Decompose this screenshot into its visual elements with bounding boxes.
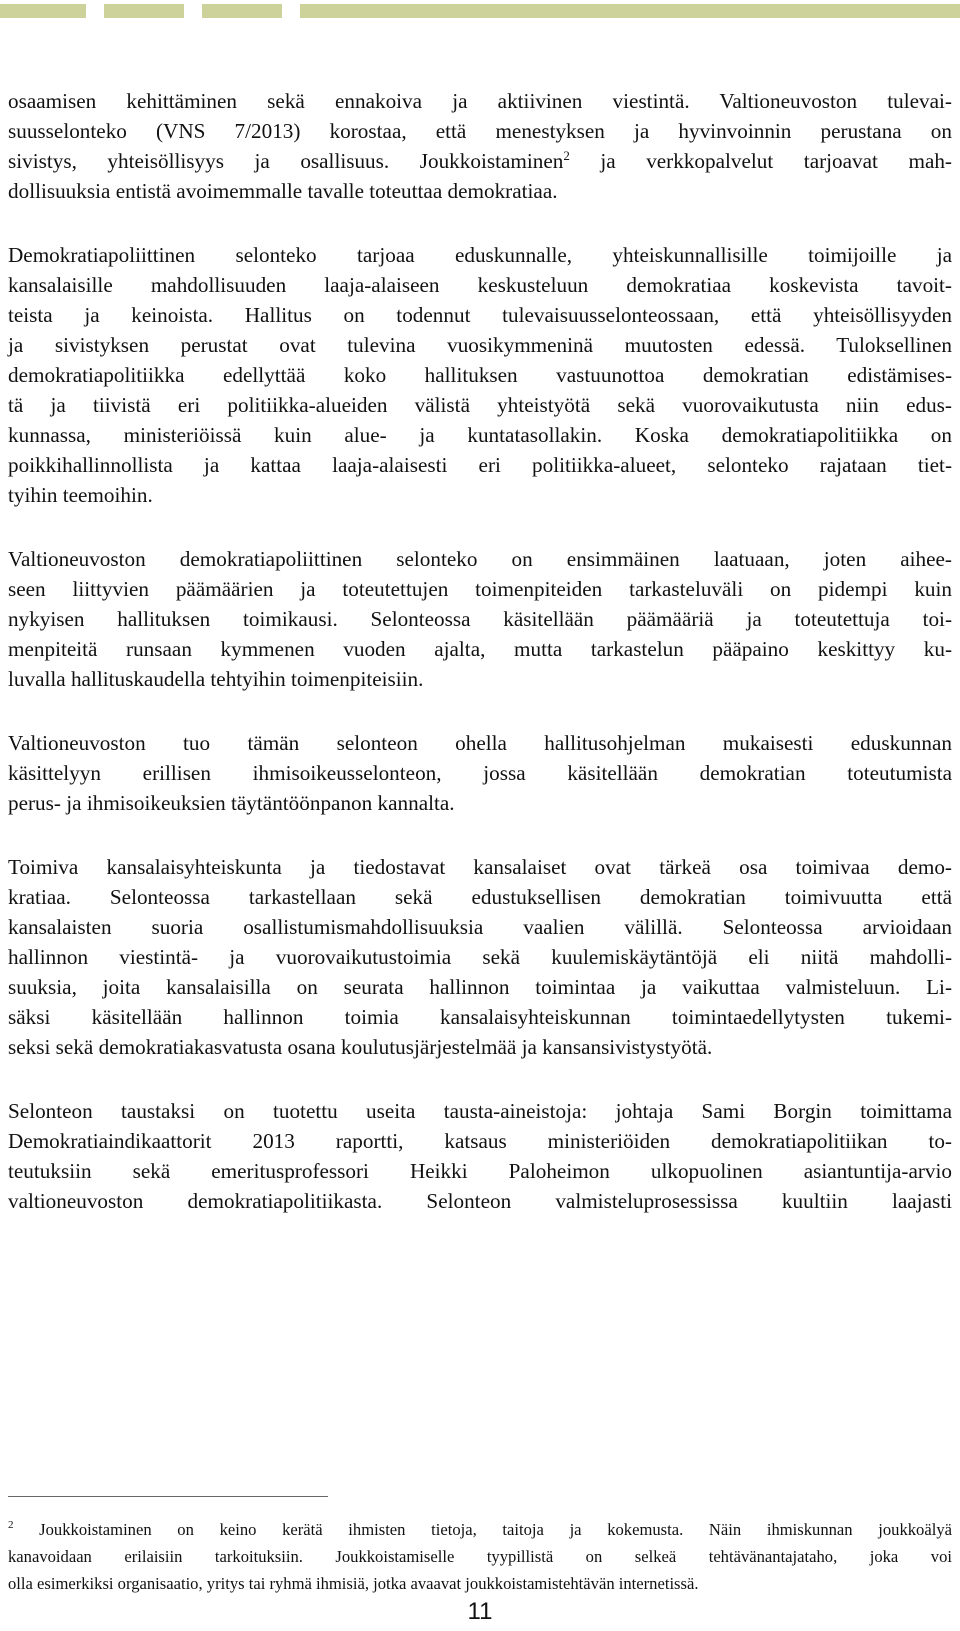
text-line: hallinnon viestintä- ja vuorovaikutustoimia sekä kuulemiskäytäntöjä eli niitä mahdolli- [8,945,952,969]
body-text [8,86,952,1250]
text-line: tyihin teemoihin. [8,483,153,507]
text-line: perus- ja ihmisoikeuksien täytäntöönpanon kannalta. [8,791,455,815]
page-number: 11 [467,1598,493,1625]
header-bar-3 [202,4,282,18]
paragraph-5 [8,852,952,1062]
footnote-marker: 2 [8,1519,14,1531]
text-line [8,146,952,176]
text-line: poikkihallinnollista ja kattaa laaja-alaisesti eri politiikka-alueet, selonteko rajataan tiet- [8,453,952,477]
footnote-reference: 2 [563,148,570,163]
paragraph-2 [8,240,952,510]
footnote-line: kanavoidaan erilaisiin tarkoituksiin. Joukkoistamiselle tyypillistä on selkeä tehtävänantajataho, joka voi [8,1547,952,1566]
paragraph-1 [8,86,952,206]
text-line: suuksia, joita kansalaisilla on seurata hallinnon toimintaa ja vaikuttaa valmisteluun. Li- [8,975,952,999]
text-fragment: ja verkkopalvelut tarjoavat mah- [569,149,952,173]
footnote-line [8,1516,952,1543]
header-decoration-bars [0,4,960,18]
text-line: säksi käsitellään hallinnon toimia kansalaisyhteiskunnan toimintaedellytysten tukemi- [8,1005,952,1029]
text-line: ja sivistyksen perustat ovat tulevina vuosikymmeninä muutosten edessä. Tuloksellinen [8,333,952,357]
text-line: tä ja tiivistä eri politiikka-alueiden välistä yhteistyötä sekä vuorovaikutusta niin edus- [8,393,952,417]
footnote-text: Joukkoistaminen on keino kerätä ihmisten tietoja, taitoja ja kokemusta. Näin ihmiskunnan joukkoälyä [13,1520,952,1539]
text-line: Valtioneuvoston demokratiapoliittinen selonteko on ensimmäinen laatuaan, joten aihee- [8,547,952,571]
text-line: Valtioneuvoston tuo tämän selonteon ohella hallitusohjelman mukaisesti eduskunnan [8,731,952,755]
paragraph-3 [8,544,952,694]
header-bar-4 [300,4,960,18]
text-line: kansalaisten suoria osallistumismahdollisuuksia vaalien välillä. Selonteossa arvioidaan [8,915,952,939]
text-line: menpiteitä runsaan kymmenen vuoden ajalta, mutta tarkastelun pääpaino keskittyy ku- [8,637,952,661]
text-line: käsittelyyn erillisen ihmisoikeusselonteon, jossa käsitellään demokratian toteutumista [8,761,952,785]
text-line: Demokratiaindikaattorit 2013 raportti, katsaus ministeriöiden demokratiapolitiikan to- [8,1129,952,1153]
text-line: kunnassa, ministeriöissä kuin alue- ja kuntatasollakin. Koska demokratiapolitiikka on [8,423,952,447]
text-line: Demokratiapoliittinen selonteko tarjoaa eduskunnalle, yhteiskunnallisille toimijoille ja [8,243,952,267]
header-bar-1 [0,4,86,18]
footnote [8,1516,952,1597]
text-line: luvalla hallituskaudella tehtyihin toimenpiteisiin. [8,667,424,691]
text-line: demokratiapolitiikka edellyttää koko hallituksen vastuunottoa demokratian edistämises- [8,363,952,387]
text-line: osaamisen kehittäminen sekä ennakoiva ja aktiivinen viestintä. Valtioneuvoston tulevai- [8,89,952,113]
text-fragment: sivistys, yhteisöllisyys ja osallisuus. Joukkoistaminen [8,149,564,173]
paragraph-4 [8,728,952,818]
text-line: nykyisen hallituksen toimikausi. Selonteossa käsitellään päämääriä ja toteutettuja toi- [8,607,952,631]
footnote-line: olla esimerkiksi organisaatio, yritys tai ryhmä ihmisiä, jotka avaavat joukkoistamistehtävän internetissä. [8,1574,699,1593]
text-line: valtioneuvoston demokratiapolitiikasta. Selonteon valmisteluprosessissa kuultiin laajasti [8,1189,952,1213]
footnote-separator [8,1496,328,1497]
text-line: teista ja keinoista. Hallitus on todennut tulevaisuusselonteossaan, että yhteisöllisyyden [8,303,952,327]
text-line: kratiaa. Selonteossa tarkastellaan sekä edustuksellisen demokratian toimivuutta että [8,885,952,909]
text-line: seksi sekä demokratiakasvatusta osana koulutusjärjestelmää ja kansansivistystyötä. [8,1035,713,1059]
text-line: Toimiva kansalaisyhteiskunta ja tiedostavat kansalaiset ovat tärkeä osa toimivaa demo- [8,855,952,879]
text-line: dollisuuksia entistä avoimemmalle tavalle toteuttaa demokratiaa. [8,179,558,203]
text-line: kansalaisille mahdollisuuden laaja-alaiseen keskusteluun demokratiaa koskevista tavoit- [8,273,952,297]
text-line: Selonteon taustaksi on tuotettu useita tausta-aineistoja: johtaja Sami Borgin toimittama [8,1099,952,1123]
text-line: teutuksiin sekä emeritusprofessori Heikki Paloheimon ulkopuolinen asiantuntija-arvio [8,1159,952,1183]
text-line: suusselonteko (VNS 7/2013) korostaa, että menestyksen ja hyvinvoinnin perustana on [8,119,952,143]
paragraph-6 [8,1096,952,1216]
header-bar-2 [104,4,184,18]
text-line: seen liittyvien päämäärien ja toteutettujen toimenpiteiden tarkasteluväli on pidempi kuin [8,577,952,601]
